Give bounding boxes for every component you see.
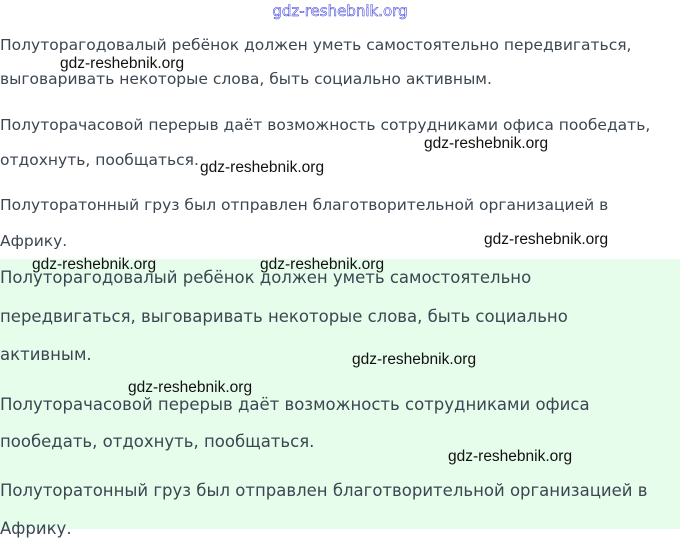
answer-paragraph-1-line-1: Полуторагодовалый ребёнок должен уметь самостоятельно	[0, 268, 532, 287]
watermark: gdz-reshebnik.org	[200, 159, 325, 176]
answer-paragraph-2-line-1: Полуторачасовой перерыв даёт возможность сотрудниками офиса	[0, 395, 590, 414]
watermark: gdz-reshebnik.org	[448, 448, 573, 465]
watermark: gdz-reshebnik.org	[32, 256, 157, 273]
question-paragraph-2-line-1: Полуторачасовой перерыв даёт возможность сотрудниками офиса пообедать,	[0, 116, 651, 134]
watermark: gdz-reshebnik.org	[60, 55, 185, 72]
question-paragraph-1-line-2: выговаривать некоторые слова, быть социально активным.	[0, 70, 492, 88]
watermark: gdz-reshebnik.org	[260, 256, 385, 273]
watermark: gdz-reshebnik.org	[484, 231, 609, 248]
question-paragraph-3-line-1: Полуторатонный груз был отправлен благотворительной организацией в	[0, 196, 609, 214]
question-paragraph-3-line-2: Африку.	[0, 232, 68, 250]
answer-paragraph-2-line-2: пообедать, отдохнуть, пообщаться.	[0, 432, 315, 451]
watermark: gdz-reshebnik.org	[352, 351, 477, 368]
answer-paragraph-1-line-2: передвигаться, выговаривать некоторые слова, быть социально	[0, 307, 568, 326]
question-paragraph-1-line-1: Полуторагодовалый ребёнок должен уметь самостоятельно передвигаться,	[0, 36, 632, 54]
watermark: gdz-reshebnik.org	[424, 135, 549, 152]
site-header-link[interactable]: gdz-reshebnik.org	[272, 2, 408, 20]
answer-paragraph-3-line-2: Африку.	[0, 519, 72, 538]
answer-paragraph-3-line-1: Полуторатонный груз был отправлен благотворительной организацией в	[0, 481, 648, 500]
question-paragraph-2-line-2: отдохнуть, пообщаться.	[0, 151, 199, 169]
answer-paragraph-1-line-3: активным.	[0, 345, 92, 364]
watermark: gdz-reshebnik.org	[128, 379, 253, 396]
